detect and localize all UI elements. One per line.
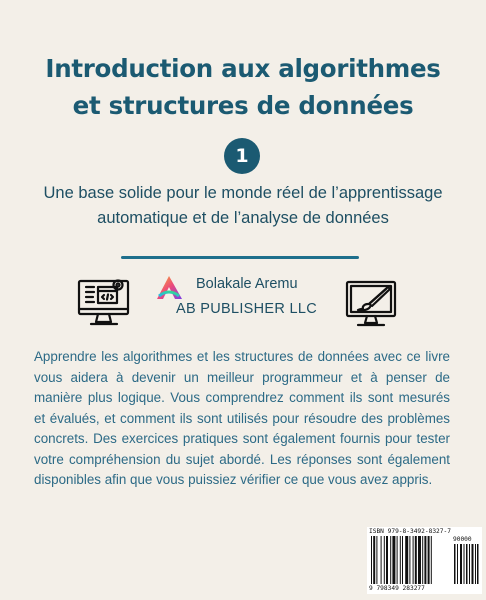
barcode-area [367, 527, 482, 594]
barcode-bar [413, 536, 414, 584]
book-title [0, 50, 486, 124]
publisher-name: AB PUBLISHER LLC [176, 301, 317, 317]
barcode-bar [400, 536, 401, 584]
publisher-logo-icon [155, 274, 185, 302]
barcode-bar [418, 536, 421, 584]
barcode-bar [431, 536, 432, 584]
barcode-bar [390, 536, 391, 584]
barcode-bar [424, 536, 426, 584]
barcode-bar [373, 536, 375, 584]
title-line-2: et structures de données [72, 91, 414, 120]
barcode-bar [386, 536, 388, 584]
barcode-number: 9 798349 283277 [369, 585, 425, 592]
isbn-text: ISBN 979-8-3492-8327-7 [369, 528, 451, 535]
barcode-bar [405, 536, 408, 584]
barcode-icon [371, 536, 451, 584]
barcode-bar [409, 536, 410, 584]
barcode-bar [381, 536, 382, 584]
barcode-bar [428, 536, 430, 584]
barcode-bar [415, 536, 417, 584]
title-line-1: Introduction aux algorithmes [45, 54, 441, 83]
back-cover-blurb: Apprendre les algorithmes et les structures de données avec ce livre vous aidera à devenir un meilleur programmeur et à penser de manière plus logique. Vous comprendrez comment ils sont mesurés et évalués, et comment ils sont utilisés pour résoudre des problèmes concrets. Des exercices pratiques sont également fournis pour tester votre compréhension du sujet abordé. Les réponses sont également disponibles afin que vous puissiez vérifier ce que vous avez appris. [34, 349, 450, 487]
author-name: Bolakale Aremu [196, 276, 298, 292]
barcode-bar [397, 536, 398, 584]
barcode-bar [376, 536, 377, 584]
price-code: 90000 [453, 536, 472, 543]
volume-badge: 1 [224, 138, 260, 174]
barcode-bar [384, 536, 385, 584]
barcode-bar [402, 536, 403, 584]
monitor-paintbrush-icon [344, 279, 400, 329]
barcode-bar [371, 536, 372, 584]
barcode-bar [422, 536, 423, 584]
price-barcode-icon [453, 544, 479, 584]
divider-rule [121, 256, 359, 259]
barcode-bar [392, 536, 395, 584]
computer-code-icon [76, 276, 132, 330]
subtitle: Une base solide pour le monde réel de l’apprentissage automatique et de l’analyse de données [43, 184, 443, 227]
